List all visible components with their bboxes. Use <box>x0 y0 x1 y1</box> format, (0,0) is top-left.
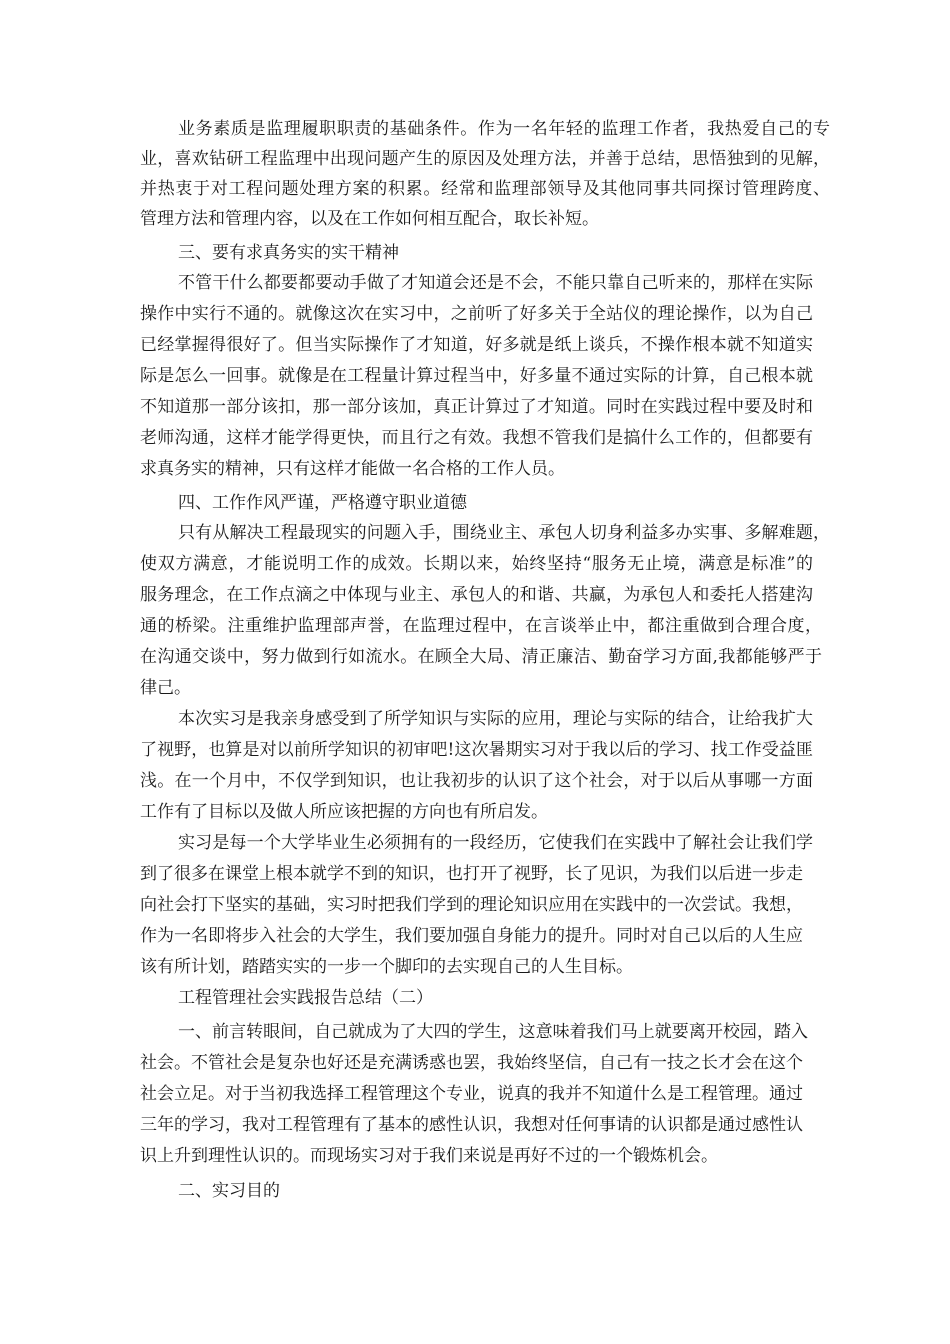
section-heading: 三、要有求真务实的实干精神 <box>178 243 399 263</box>
report-title: 工程管理社会实践报告总结（二） <box>178 988 433 1008</box>
text-line: 只有从解决工程最现实的问题入手，围绕业主、承包人切身利益多办实事、多解难题， <box>178 523 830 543</box>
text-line: 社会立足。对于当初我选择工程管理这个专业，说真的我并不知道什么是工程管理。通过 <box>140 1084 803 1104</box>
text-line: 求真务实的精神，只有这样才能做一名合格的工作人员。 <box>140 459 565 479</box>
text-line: 使双方满意，才能说明工作的成效。长期以来，始终坚持“服务无止境，满意是标准”的 <box>140 554 813 574</box>
text-line: 工作有了目标以及做人所应该把握的方向也有所启发。 <box>140 802 548 822</box>
text-line: 际是怎么一回事。就像是在工程量计算过程当中，好多量不通过实际的计算，自己根本就 <box>140 366 813 386</box>
text-line: 不管干什么都要都要动手做了才知道会还是不会，不能只靠自己听来的，那样在实际 <box>178 273 813 293</box>
text-line: 业务素质是监理履职职责的基础条件。作为一名年轻的监理工作者，我热爱自己的专 <box>178 119 830 139</box>
text-line: 业，喜欢钻研工程监理中出现问题产生的原因及处理方法，并善于总结，思悟独到的见解， <box>140 149 830 169</box>
text-line: 服务理念，在工作点滴之中体现与业主、承包人的和谐、共赢，为承包人和委托人搭建沟 <box>140 585 813 605</box>
text-line: 通的桥梁。注重维护监理部声誉，在监理过程中，在言谈举止中，都注重做到合理合度， <box>140 616 822 636</box>
text-line: 并热衷于对工程问题处理方案的积累。经常和监理部领导及其他同事共同探讨管理跨度、 <box>140 179 830 199</box>
text-line: 本次实习是我亲身感受到了所学知识与实际的应用，理论与实际的结合，让给我扩大 <box>178 709 813 729</box>
section-heading: 四、工作作风严谨，严格遵守职业道德 <box>178 493 467 513</box>
text-line: 律己。 <box>140 678 191 698</box>
text-line: 老师沟通，这样才能学得更快，而且行之有效。我想不管我们是搞什么工作的，但都要有 <box>140 428 813 448</box>
text-line: 操作中实行不通的。就像这次在实习中，之前听了好多关于全站仪的理论操作，以为自己 <box>140 304 813 324</box>
text-line: 一、前言转眼间，自己就成为了大四的学生，这意味着我们马上就要离开校园，踏入 <box>178 1022 808 1042</box>
text-line: 实习是每一个大学毕业生必须拥有的一段经历，它使我们在实践中了解社会让我们学 <box>178 833 813 853</box>
text-line: 已经掌握得很好了。但当实际操作了才知道，好多就是纸上谈兵，不操作根本就不知道实 <box>140 335 813 355</box>
text-line: 浅。在一个月中，不仅学到知识，也让我初步的认识了这个社会，对于以后从事哪一方面 <box>140 771 813 791</box>
text-line: 社会。不管社会是复杂也好还是充满诱惑也罢，我始终坚信，自己有一技之长才会在这个 <box>140 1053 803 1073</box>
text-line: 向社会打下坚实的基础，实习时把我们学到的理论知识应用在实践中的一次尝试。我想， <box>140 895 803 915</box>
text-line: 了视野，也算是对以前所学知识的初审吧!这次暑期实习对于我以后的学习、找工作受益匪 <box>140 740 813 760</box>
text-line: 管理方法和管理内容，以及在工作如何相互配合，取长补短。 <box>140 209 599 229</box>
text-line: 在沟通交谈中，努力做到行如流水。在顾全大局、清正廉洁、勤奋学习方面,我都能够严于 <box>140 647 822 667</box>
text-line: 识上升到理性认识的。而现场实习对于我们来说是再好不过的一个锻炼机会。 <box>140 1146 718 1166</box>
section-heading: 二、实习目的 <box>178 1181 280 1201</box>
text-line: 不知道那一部分该扣，那一部分该加，真正计算过了才知道。同时在实践过程中要及时和 <box>140 397 813 417</box>
text-line: 到了很多在课堂上根本就学不到的知识，也打开了视野，长了见识，为我们以后进一步走 <box>140 864 803 884</box>
text-line: 三年的学习，我对工程管理有了基本的感性认识，我想对任何事请的认识都是通过感性认 <box>140 1115 803 1135</box>
text-line: 作为一名即将步入社会的大学生，我们要加强自身能力的提升。同时对自己以后的人生应 <box>140 926 803 946</box>
text-line: 该有所计划，踏踏实实的一步一个脚印的去实现自己的人生目标。 <box>140 957 633 977</box>
